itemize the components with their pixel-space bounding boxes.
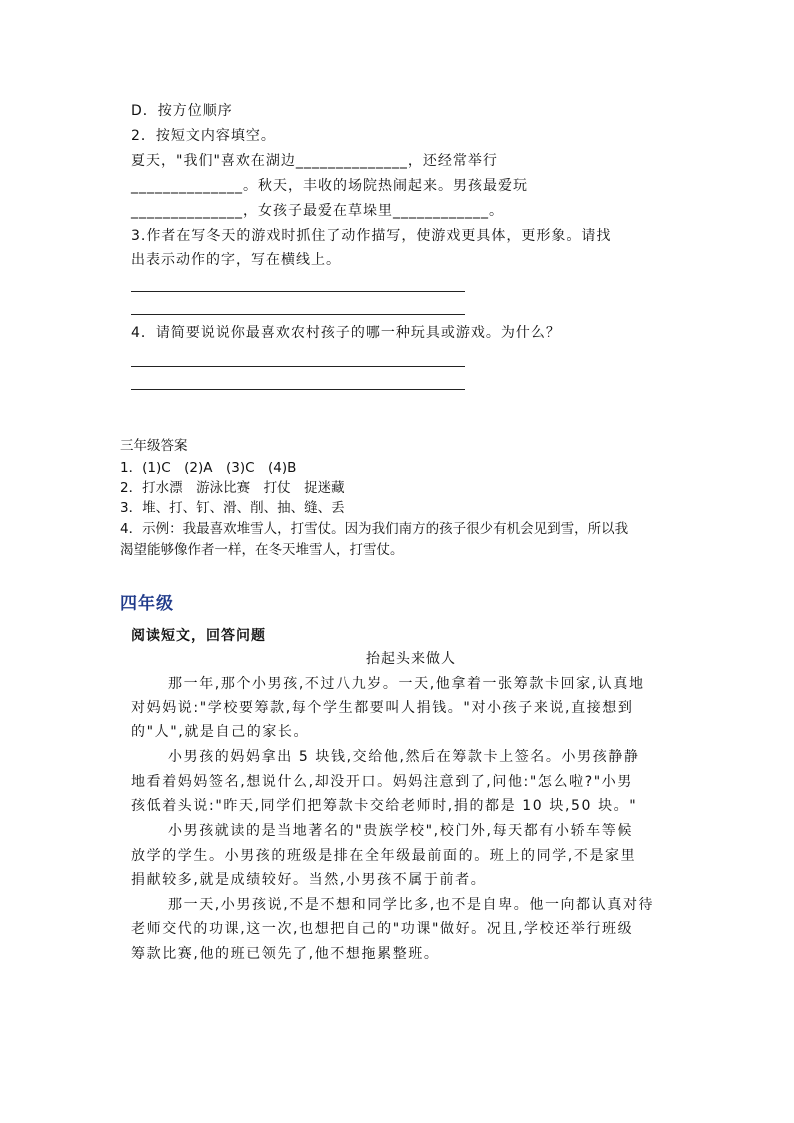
passage-title: 抬起头来做人 [366,651,456,667]
question-4-line-1: 4．请简要说说你最喜欢农村孩子的哪一种玩具或游戏。为什么？ [131,325,561,341]
passage-line: 那一天,小男孩说,不是不想和同学比多,也不是自卑。他一向都认真对待 [168,897,655,913]
answer-line [131,291,465,292]
passage-line: 的"人",就是自己的家长。 [131,724,310,740]
passage-line: 那一年,那个小男孩,不过八九岁。一天,他拿着一张筹款卡回家,认真地 [168,676,645,692]
question-2-line-3: ______________，女孩子最爱在草垛里____________。 [131,203,504,219]
answer-1: 1．(1)C (2)A (3)C (4)B [120,460,297,476]
passage-line: 小男孩的妈妈拿出 5 块钱,交给他,然后在筹款卡上签名。小男孩静静 [168,749,640,765]
passage-line: 放学的学生。小男孩的班级是排在全年级最前面的。班上的同学,不是家里 [131,848,637,864]
question-2-line-2: ______________。秋天，丰收的场院热闹起来。男孩最爱玩 [131,178,528,194]
reading-instruction: 阅读短文，回答问题 [131,628,266,644]
answer-4-line-2: 渴望能够像作者一样，在冬天堆雪人，打雪仗。 [120,542,404,558]
question-3-line-1: 3.作者在写冬天的游戏时抓住了动作描写，使游戏更具体，更形象。请找 [131,228,612,244]
answer-line [131,389,465,390]
passage-line: 小男孩就读的是当地著名的"贵族学校",校门外,每天都有小轿车等候 [168,823,633,839]
passage-line: 孩低着头说:"昨天,同学们把筹款卡交给老师时,捐的都是 10 块,50 块。" [131,798,638,814]
answer-2: 2．打水漂 游泳比赛 打仗 捉迷藏 [120,480,345,496]
option-d: D．按方位顺序 [131,103,233,119]
passage-line: 地看着妈妈签名,想说什么,却没开口。妈妈注意到了,问他:"怎么啦?"小男 [131,774,633,790]
passage-line: 筹款比赛,他的班已领先了,他不想拖累整班。 [131,946,440,962]
answer-line [131,314,465,315]
question-3-line-2: 出表示动作的字，写在横线上。 [131,252,341,268]
passage-line: 老师交代的功课,这一次,也想把自己的"功课"做好。况且,学校还举行班级 [131,921,634,937]
answer-line [131,366,465,367]
passage-line: 对妈妈说:"学校要筹款,每个学生都要叫人捐钱。"对小孩子来说,直接想到 [131,700,634,716]
grade-4-heading: 四年级 [120,594,174,614]
answers-title: 三年级答案 [120,438,188,454]
question-2-title: 2．按短文内容填空。 [131,128,276,144]
passage-line: 捐献较多,就是成绩较好。当然,小男孩不属于前者。 [131,872,487,888]
answer-4-line-1: 4．示例：我最喜欢堆雪人，打雪仗。因为我们南方的孩子很少有机会见到雪，所以我 [120,521,629,537]
answer-3: 3．堆、打、钉、滑、削、抽、缝、丢 [120,500,345,516]
question-2-line-1: 夏天，"我们"喜欢在湖边______________，还经常举行 [131,153,498,169]
